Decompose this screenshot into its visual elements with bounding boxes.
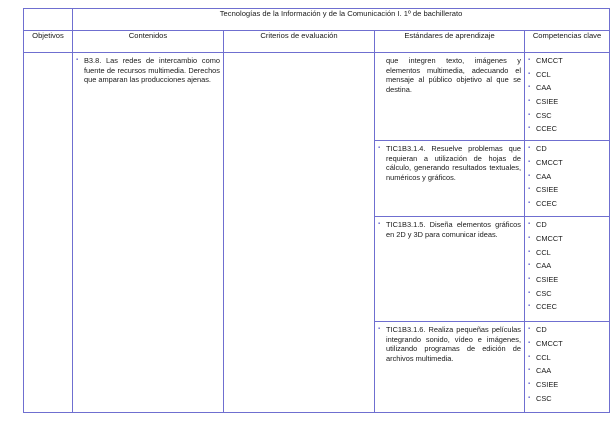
- contenido-item: ▪ B3.8. Las redes de intercambio como fuente de recursos multimedia. Derechos que amparan las producciones ajenas.: [76, 56, 220, 85]
- contenidos-cell: [73, 53, 224, 413]
- header-row: [24, 31, 610, 53]
- competencia-item: ▪ CCEC: [528, 199, 606, 209]
- competencia-item: ▪ CD: [528, 220, 606, 230]
- competencia-item: ▪ CSC: [528, 394, 606, 404]
- competencia-item: ▪ CAA: [528, 83, 606, 93]
- competencia-item: ▪ CMCCT: [528, 56, 606, 66]
- estandar-text: ▪ TIC1B3.1.6. Realiza pequeñas películas integrando sonido, vídeo e imágenes, utilizando programas de edición de archivos multimedia.: [378, 325, 521, 363]
- competencia-item: ▪ CCL: [528, 248, 606, 258]
- competencia-item: ▪ CSC: [528, 111, 606, 121]
- competencia-item: ▪ CAA: [528, 261, 606, 271]
- header-competencias: Competencias clave: [525, 31, 610, 53]
- competencia-item: ▪ CAA: [528, 172, 606, 182]
- header-objetivos: Objetivos: [24, 31, 73, 53]
- competencia-item: ▪ CD: [528, 325, 606, 335]
- competencia-item: ▪ CCL: [528, 70, 606, 80]
- competencia-item: ▪ CCEC: [528, 124, 606, 134]
- estandar-cell: [375, 322, 525, 413]
- competencias-cell: [525, 217, 610, 322]
- estandar-text: que integren texto, imágenes y elementos multimedia, adecuando el mensaje al público objetivo al que se destina.: [386, 56, 521, 94]
- competencia-item: ▪ CCL: [528, 353, 606, 363]
- competencia-item: ▪ CSC: [528, 289, 606, 299]
- curriculum-table: [23, 8, 610, 413]
- competencia-item: ▪ CAA: [528, 366, 606, 376]
- competencia-item: ▪ CMCCT: [528, 158, 606, 168]
- competencias-cell: [525, 53, 610, 141]
- competencia-item: ▪ CCEC: [528, 302, 606, 312]
- competencia-item: ▪ CSIEE: [528, 97, 606, 107]
- estandar-text: ▪ TIC1B3.1.4. Resuelve problemas que requieran a utilización de hojas de cálculo, generando resultados textuales, numéricos y gráficos.: [378, 144, 521, 182]
- header-contenidos: Contenidos: [73, 31, 224, 53]
- competencia-item: ▪ CMCCT: [528, 234, 606, 244]
- estandar-text: ▪ TIC1B3.1.5. Diseña elementos gráficos en 2D y 3D para comunicar ideas.: [378, 220, 521, 239]
- competencias-cell: [525, 141, 610, 217]
- competencia-item: ▪ CD: [528, 144, 606, 154]
- corner-cell: [24, 9, 73, 31]
- estandar-cell: [375, 141, 525, 217]
- competencia-item: ▪ CSIEE: [528, 380, 606, 390]
- table-row: [24, 53, 610, 141]
- estandar-cell: [375, 53, 525, 141]
- objetivos-cell: [24, 53, 73, 413]
- criterios-cell: [224, 53, 375, 413]
- title-row: [24, 9, 610, 31]
- header-criterios: Criterios de evaluación: [224, 31, 375, 53]
- header-estandares: Estándares de aprendizaje: [375, 31, 525, 53]
- competencia-item: ▪ CSIEE: [528, 185, 606, 195]
- table-title: Tecnologías de la Información y de la Comunicación I. 1º de bachillerato: [73, 9, 610, 31]
- competencias-cell: [525, 322, 610, 413]
- competencia-item: ▪ CSIEE: [528, 275, 606, 285]
- competencia-item: ▪ CMCCT: [528, 339, 606, 349]
- estandar-cell: [375, 217, 525, 322]
